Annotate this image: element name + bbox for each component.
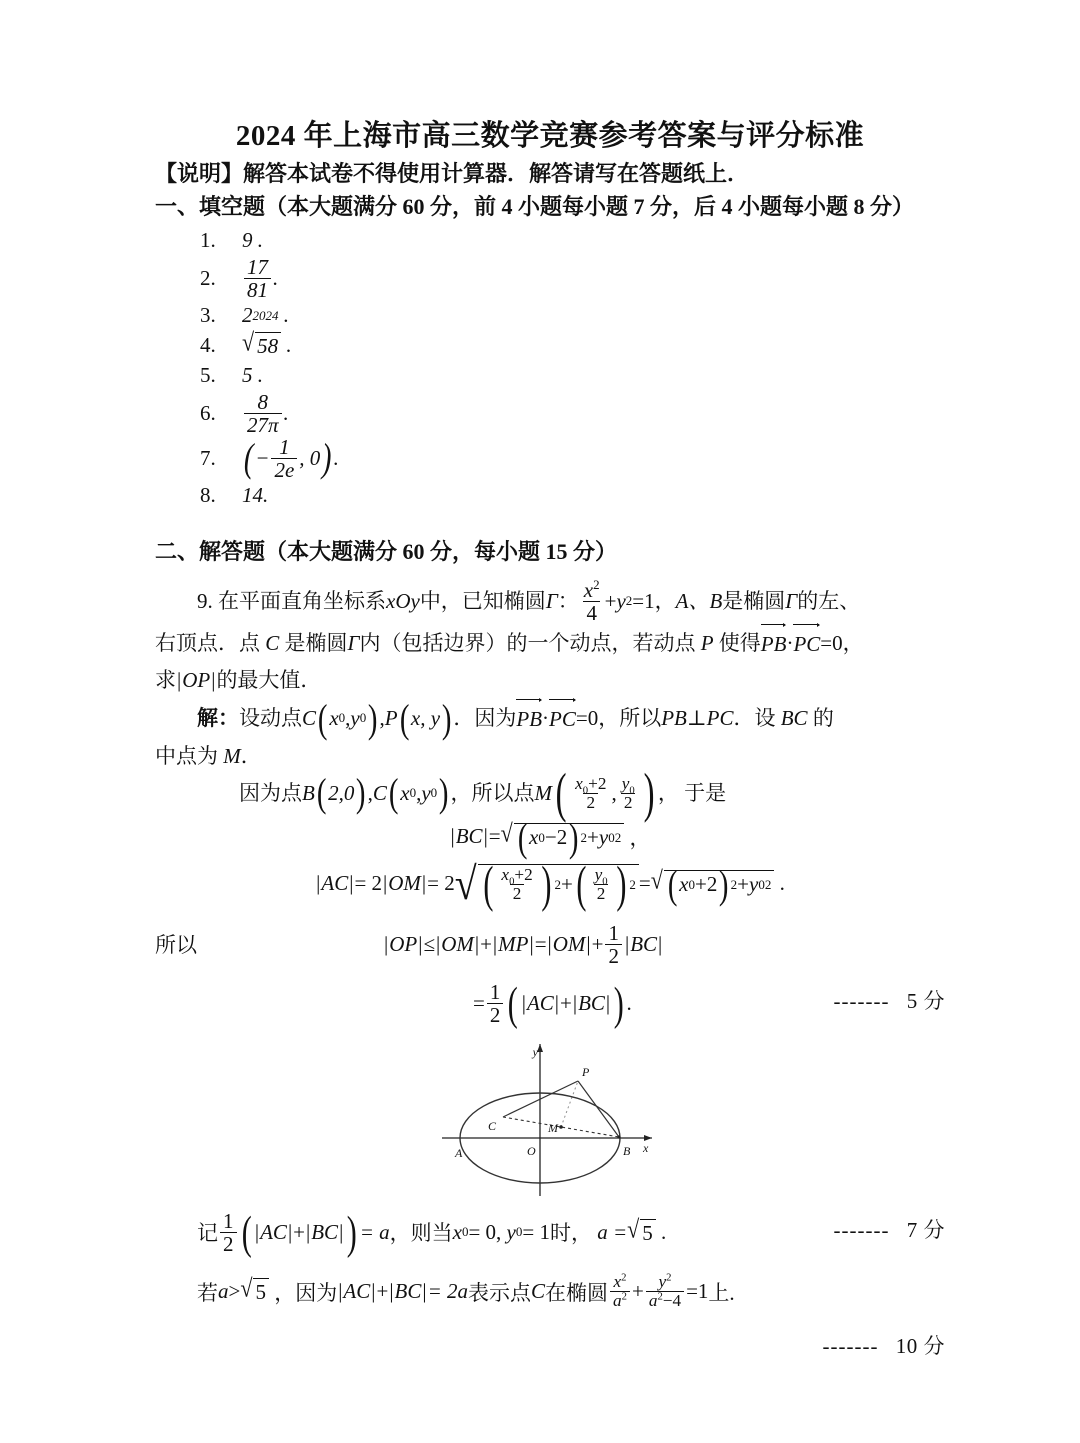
list-item xyxy=(155,436,945,481)
item-answer: 5 . xyxy=(242,363,263,388)
vector-pb: PB xyxy=(761,624,787,663)
fraction-numerator: 8 xyxy=(257,389,269,414)
vector-pc: PC xyxy=(793,624,820,663)
list-item xyxy=(155,301,945,331)
item-number: 4. xyxy=(200,333,216,358)
solution-line-1: 解： 设动点 C ( x 0 , y 0 ) , P ( x, y ) ．因为 PB · PC =0 ，所以 PB⊥PC ．设 BC 的 xyxy=(197,695,834,741)
sqrt-icon: √ ( x 0 +2 ) 2 + y 0 2 xyxy=(651,870,775,897)
sqrt-icon: √ 5 xyxy=(627,1219,656,1246)
interval-right: 0 xyxy=(309,445,321,470)
score-marker-5: ------- 5 分 xyxy=(833,988,945,1013)
equation-op2-row: = $\frac{1}{2}$ ( | AC | + | BC | ) . ------- 5 分 xyxy=(473,977,945,1029)
item-number: 5. xyxy=(200,363,216,388)
score-marker-10-row xyxy=(155,1330,945,1360)
sqrt-icon: √ 58 xyxy=(242,332,281,359)
list-item xyxy=(155,256,945,301)
item-number: 2. xyxy=(200,265,216,290)
label-M: M xyxy=(548,1120,558,1135)
sqrt-icon: √ ( x 0 −2 ) 2 + y 0 2 xyxy=(501,823,625,850)
sqrt-radicand: 58 xyxy=(255,332,281,359)
equation-op-row: 所以 | OP | ≤ | OM | + | MP | = | OM | + $\frac{1}{2}$ | BC | xyxy=(155,920,663,968)
page-title: 2024 年上海市高三数学竞赛参考答案与评分标准 xyxy=(235,120,865,152)
problem-number: 9. xyxy=(197,588,213,613)
item-number: 6. xyxy=(200,400,216,425)
problem-statement-line-2: 右顶点．点 C 是椭圆 Γ 内（包括边界）的一个动点，若动点 P 使得 PB · PC =0 ， xyxy=(155,624,945,663)
score-marker-7: ------- 7 分 xyxy=(833,1217,945,1242)
item-answer: $\frac{17}{81}$ . xyxy=(242,256,278,301)
item-answer: 2 2024 . xyxy=(242,303,290,328)
instructions-note: 【说明】解答本试卷不得使用计算器．解答请写在答题纸上． xyxy=(155,161,750,187)
open-paren: ( xyxy=(243,435,254,481)
fraction-denominator: 27π xyxy=(244,413,282,436)
score-marker-10: ------- 10 分 xyxy=(822,1334,945,1359)
fraction-denominator: 81 xyxy=(244,278,271,301)
solution-line-3: 因为点 B ( 2,0 ) , C ( x 0 , y 0 ) ，所以点 M ( $\frac{x_0+2}{2}$ , $\frac{y_0}{2}$ ) ， 于是 xyxy=(239,762,727,824)
problem-statement-line-3: 求 | OP | 的最大值． xyxy=(155,668,322,693)
section-two-heading: 二、解答题（本大题满分 60 分，每小题 15 分） xyxy=(155,538,618,564)
item-answer: √ 58 . xyxy=(242,327,292,359)
solution-line-2: 中点为 M ． xyxy=(155,743,262,768)
list-item xyxy=(155,391,945,436)
item-answer: 9 . xyxy=(242,228,263,253)
ellipse-equation: $\frac{x^2}{4}$ + y 2 =1 xyxy=(583,576,655,625)
fill-in-answer-list xyxy=(155,226,945,511)
vector-pb: PB xyxy=(516,699,542,738)
list-item xyxy=(155,361,945,391)
label-O: O xyxy=(527,1143,536,1158)
item-number: 7. xyxy=(200,445,216,470)
sqrt-icon: √ ( $\frac{x_0+2}{2}$ ) 2 + ( $\frac{y_0}{2}$ ) 2 xyxy=(455,864,639,904)
axis-label-y: y xyxy=(532,1044,538,1059)
fraction-numerator: 1 xyxy=(279,434,290,459)
last-statement-line: 若 a > √ 5 ，因为 | AC | + | BC | = 2a 表示点 C 在椭圆 $\frac{x^2}{a^2}$ + $\frac{y^2}{a^2-4}$ =1 上. xyxy=(197,1271,735,1311)
list-item xyxy=(155,226,945,256)
equation-ac: | AC | = 2 | OM | = 2 √ ( $\frac{x_0+2}{2}$ ) 2 + ( $\frac{y_0}{2}$ ) 2 = √ ( x 0 +2 ) 2 + y 0 2 . xyxy=(316,855,785,912)
problem-statement-line-1: 9. 在平面直角坐标系 xOy 中，已知椭圆 Γ ： $\frac{x^2}{4}$ + y 2 =1 ， A、B 是椭圆 Γ 的左、 xyxy=(197,576,861,625)
interval-sign: − xyxy=(255,445,270,470)
label-B: B xyxy=(623,1143,631,1158)
item-number: 1. xyxy=(200,228,216,253)
item-answer: ( − $\frac{1}{2e}$ , 0 ) . xyxy=(243,434,339,482)
after-figure-row: 记 $\frac{1}{2}$ ( | AC | + | BC | ) = a ，则当 x 0 = 0, y 0 = 1 时， a = √ 5 . ------- 7 分 xyxy=(197,1206,945,1258)
item-number: 8. xyxy=(200,483,216,508)
suoyi-label: 所以 xyxy=(155,933,197,958)
ellipse-diagram-svg xyxy=(430,1034,670,1204)
fraction-numerator: 17 xyxy=(247,254,268,279)
label-P: P xyxy=(582,1064,590,1079)
sqrt-icon: √ 5 xyxy=(240,1278,269,1305)
page-content xyxy=(155,118,945,1360)
equation-bc: | BC | = √ ( x 0 −2 ) 2 + y 0 2 ， xyxy=(450,814,651,860)
solution-label: 解： xyxy=(197,706,239,731)
item-answer: $\frac{8}{27\pi}$ . xyxy=(242,391,289,436)
midpoint-coordinates: M ( $\frac{x_0+2}{2}$ , $\frac{y_0}{2}$ ) xyxy=(534,762,655,824)
list-item xyxy=(155,481,945,511)
segment-pb xyxy=(578,1081,619,1137)
item-answer: 14. xyxy=(242,483,269,508)
point-M xyxy=(559,1125,563,1129)
list-item xyxy=(155,327,945,361)
vector-pc: PC xyxy=(549,699,576,738)
section-one-heading: 一、填空题（本大题满分 60 分，前 4 小题每小题 7 分，后 4 小题每小题 8 分） xyxy=(155,193,915,219)
axis-label-x: x xyxy=(643,1140,649,1155)
label-C: C xyxy=(488,1118,497,1133)
power-base: 2 xyxy=(242,303,253,328)
point-B xyxy=(617,1135,620,1138)
geometry-figure xyxy=(155,1034,945,1204)
close-paren: ) xyxy=(322,435,332,481)
label-A: A xyxy=(455,1145,463,1160)
fraction-denominator: 2e xyxy=(271,458,297,481)
item-number: 3. xyxy=(200,303,216,328)
